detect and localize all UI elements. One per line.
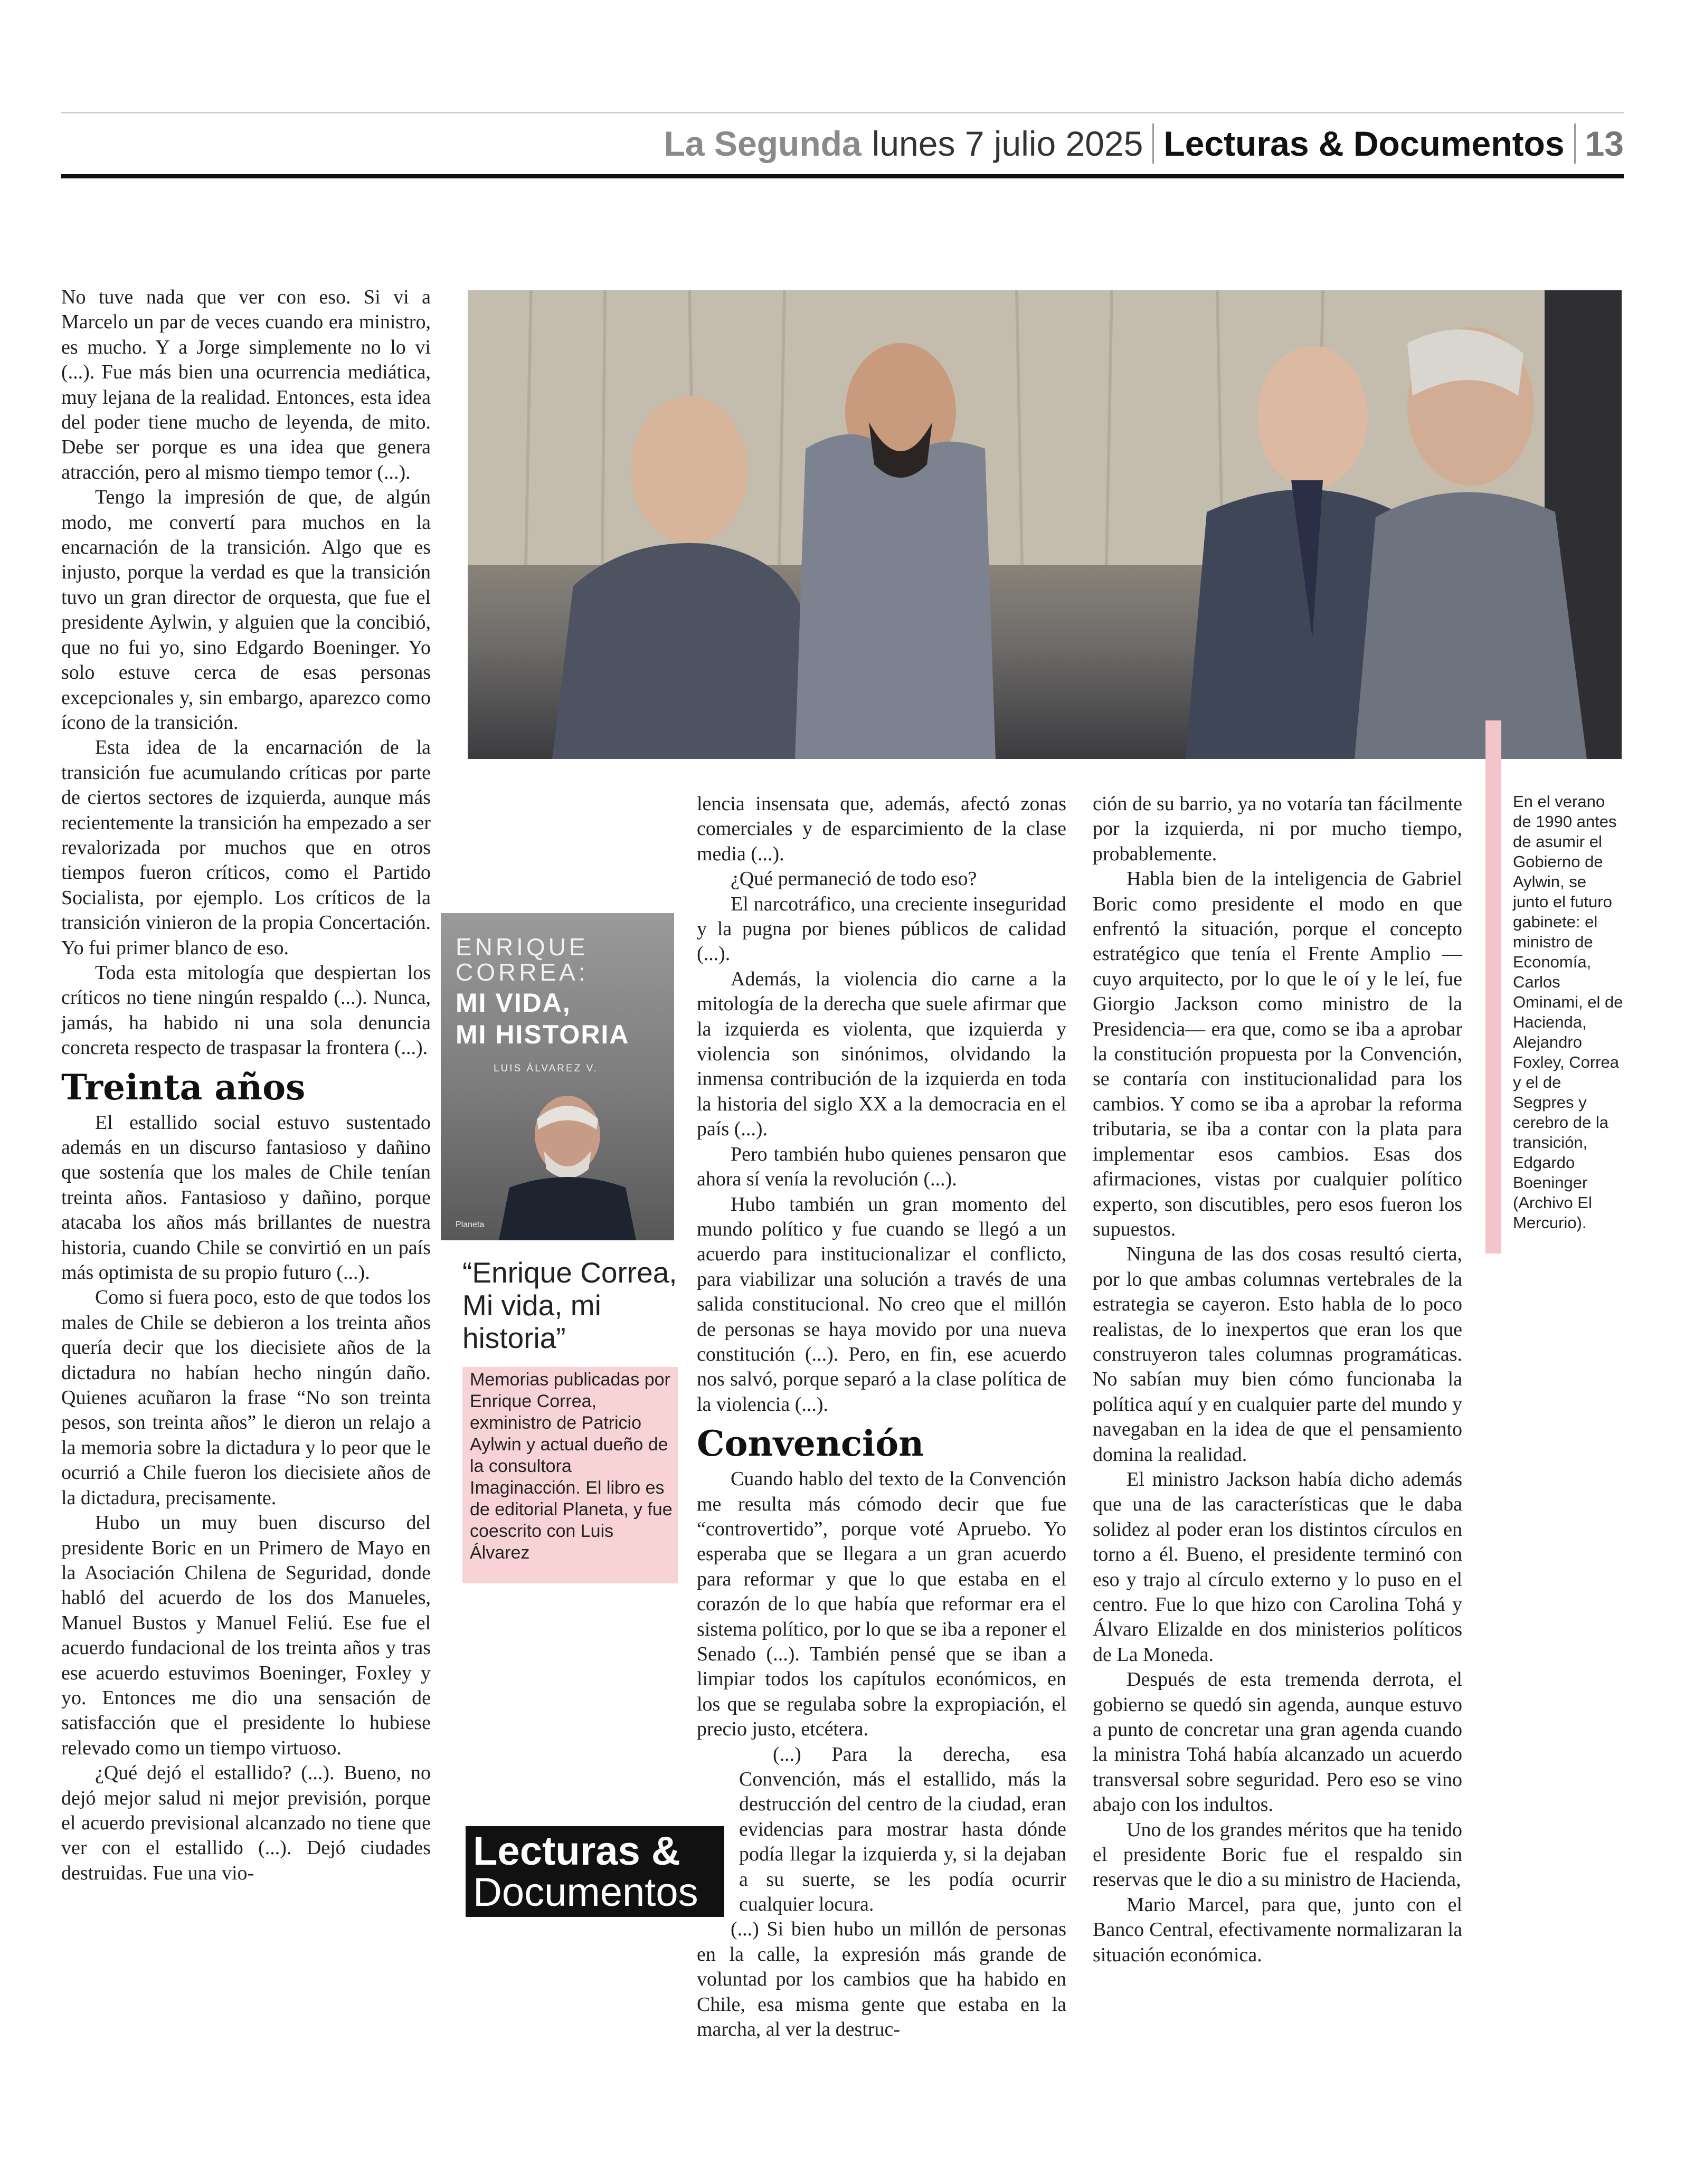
paragraph: Hubo un muy buen discurso del presidente Boric en un Primero de Mayo en la Asociación Chilena de Seguridad, donde habló del acuerdo de los dos Manueles, Manuel Bustos y Manuel Feliú. Ese fue el acuerdo fundacional de los treinta años y tras ese acuerdo estuvimos Boeninger, Foxley y yo. Entonces me dio una sensación de satisfacción que el presidente lo hubiese relevado como un tiempo virtuoso.	[61, 1512, 431, 1759]
section-heading: Treinta años	[61, 1066, 306, 1108]
paragraph: Después de esta tremenda derrota, el gobierno se quedó sin agenda, aunque estuvo a punto de concretar una gran agenda cuando la ministra Tohá había alcanzado un acuerdo transversal sobre seguridad. Pero eso se vino abajo con los indultos.	[1093, 1668, 1462, 1816]
paragraph: No tuve nada que ver con eso. Si vi a Marcelo un par de veces cuando era ministro, es mucho. Y a Jorge simplemente no lo vi (...). Fue más bien una ocurrencia mediática, muy lejana de la realidad. Entonces, esta idea del poder tiene mucho de leyenda, de mito. Debe ser porque es una idea que genera atracción, pero al mismo tiempo temor (...).	[61, 286, 431, 483]
masthead-bottom-rule	[61, 174, 1624, 178]
book-cover-publisher: Planeta	[456, 1220, 485, 1229]
paragraph: El estallido social estuvo sustentado además en un discurso fantasioso y dañino que sostenía que los males de Chile tenían treinta años. Fantasioso y dañino, porque atacaba los años más brillantes de nuestra historia, cuando Chile se convirtió en un país más optimista de su propio futuro (...).	[61, 1111, 431, 1284]
book-title: “Enrique Correa, Mi vida, mi historia”	[462, 1256, 677, 1354]
paper-name: La Segunda	[664, 124, 862, 163]
paragraph: (...) Para la derecha, esa Convención, más el estallido, más la destrucción del centro de la ciudad, eran evidencias para mostrar hasta dónde podía llegar la izquierda y, si la dejaban a su suerte, se les podía ocurrir cualquier locura.	[739, 1743, 1066, 1916]
section-logo	[466, 1826, 724, 1917]
paragraph: Esta idea de la encarnación de la transición fue acumulando críticas por parte de ciertos sectores de izquierda, aunque más recientemente la transición ha empezado a ser revalorizada por muchos que en otros tiempos fueron críticos, como el Partido Socialista, por ejemplo. Los críticos de la transición vinieron de la propia Concertación. Yo fui primer blanco de eso.	[61, 736, 431, 959]
paragraph: ¿Qué permaneció de todo eso?	[731, 868, 977, 890]
issue-date: lunes 7 julio 2025	[872, 124, 1143, 163]
paragraph: Toda esta mitología que despiertan los críticos no tiene ningún respaldo (...). Nunca, jamás, ha habido ni una sola denuncia concreta respecto de traspasar la frontera (...).	[61, 961, 431, 1059]
paragraph: Habla bien de la inteligencia de Gabriel Boric como presidente el modo en que enfrentó la situación, porque el concepto estratégico que tenía el Frente Amplio —cuyo arquitecto, por lo que le oí y le leí, fue Giorgio Jackson como ministro de la Presidencia— era que, como se iba a aprobar la constitución propuesta por la Convención, se contaría con institucionalidad para los cambios. Y como se iba a aprobar la reforma tributaria, se iba a contar con la plata para implementar esos cambios. Esas dos afirmaciones, vistas por cualquier político experto, son discutibles, pero esos fueron los supuestos.	[1093, 868, 1462, 1240]
section-heading: Convención	[697, 1423, 924, 1465]
section-logo-line: Documentos	[473, 1870, 698, 1915]
caption-accent-bar	[1485, 720, 1501, 1254]
paragraph: lencia insensata que, además, afectó zonas comerciales y de esparcimiento de la clase media (...).	[697, 793, 1066, 865]
book-cover-coauthor: LUIS ÁLVAREZ V.	[494, 1063, 598, 1074]
paragraph: Mario Marcel, para que, junto con el Banco Central, efectivamente normalizaran la situación económica.	[1093, 1893, 1462, 1966]
paragraph: Cuando hablo del texto de la Convención me resulta más cómodo decir que fue “controvertido”, porque voté Apruebo. Yo esperaba que se llegara a un gran acuerdo para reformar y que lo que estaba en el corazón de lo que había que reformar era el sistema político, por lo que se iba a reponer el Senado (...). También pensé que se iban a limpiar todos los capítulos económicos, en los que se regulaba sobre la expropiación, el precio justo, etcétera.	[697, 1468, 1066, 1741]
paragraph: Tengo la impresión de que, de algún modo, me convertí para muchos en la encarnación de la transición. Algo que es injusto, porque la verdad es que la transición tuvo un gran director de orquesta, que fue el presidente Aylwin, y alguien que la concibió, que no fui yo, sino Edgardo Boeninger. Yo solo estuve cerca de esas personas excepcionales y, sin embargo, aparezco como ícono de la transición.	[61, 486, 431, 734]
book-cover-author-name	[456, 934, 589, 985]
paragraph: Además, la violencia dio carne a la mitología de la derecha que suele afirmar que la izquierda es violenta, que izquierda y violencia son sinónimos, olvidando la inmensa contribución de la izquierda en toda la historia del siglo XX a la democracia en el país (...).	[697, 967, 1066, 1141]
paragraph: Hubo también un gran momento del mundo político y fue cuando se llegó a un acuerdo para institucionalizar el conflicto, para viabilizar una solución a través de una salida constitucional. No creo que el millón de personas se haya movido por una nueva constitución (...). Pero, en fin, ese acuerdo nos salvó, porque separó a la clase política de la violencia (...).	[697, 1193, 1066, 1416]
paragraph: (...) Si bien hubo un millón de personas en la calle, la expresión más grande de voluntad por los cambios que ha habido en Chile, esa misma gente que estaba en la marcha, al ver la destruc-	[697, 1918, 1066, 2041]
masthead-top-rule	[61, 112, 1624, 113]
article-column-2	[697, 792, 1066, 2043]
section-logo-line: Lecturas &	[473, 1829, 680, 1874]
photo-caption: En el verano de 1990 antes de asumir el Gobierno de Aylwin, se junto el futuro gabinete: el ministro de Economía, Carlos Ominami, el de Hacienda, Alejandro Foxley, Correa y el de Segpres y cerebro de la transición, Edgardo Boeninger (Archivo El Mercurio).	[1513, 792, 1623, 1232]
masthead	[581, 117, 1624, 170]
book-cover-title-line: MI HISTORIA	[456, 1020, 630, 1049]
book-cover-line: CORREA:	[456, 958, 589, 986]
masthead-divider	[1574, 124, 1576, 164]
page-number: 13	[1585, 124, 1624, 163]
paragraph: ¿Qué dejó el estallido? (...). Bueno, no dejó mejor salud ni mejor previsión, porque el acuerdo previsional alcanzado no tiene que ver con el estallido (...). Dejó ciudades destruidas. Fue una vio-	[61, 1762, 431, 1884]
paragraph: El ministro Jackson había dicho además que una de las características que le daba solidez al poder eran los distintos círculos en torno a él. Bueno, el presidente terminó con eso y trajo al círculo externo y lo puso en el centro. Fue lo que hizo con Carolina Tohá y Álvaro Elizalde en dos ministerios políticos de La Moneda.	[1093, 1468, 1462, 1666]
paragraph: El narcotráfico, una creciente inseguridad y la pugna por bienes públicos de calidad (...).	[697, 892, 1066, 965]
article-photo	[468, 290, 1622, 759]
cabinet-meeting-photo	[468, 290, 1622, 759]
book-cover	[441, 913, 674, 1240]
paragraph: Ninguna de las dos cosas resultó cierta, por lo que ambas columnas vertebrales de la estrategia se cayeron. Esto habla de lo poco realistas, de lo inexpertos que eran los que construyeron tales columnas programáticas. No sabían muy bien cómo funcionaba la política aquí y en cualquier parte del mundo y navegaban en la idea de que el pensamiento domina la realidad.	[1093, 1243, 1462, 1466]
article-column-3	[1093, 792, 1462, 1968]
article-column-1	[61, 285, 431, 1886]
section-name: Lecturas & Documentos	[1163, 124, 1565, 163]
paragraph: Pero también hubo quienes pensaron que ahora sí venía la revolución (...).	[697, 1143, 1066, 1191]
book-description: Memorias publicadas por Enrique Correa, exministro de Patricio Aylwin y actual dueño de la consultora Imaginacción. El libro es de editorial Planeta, y fue coescrito con Luis Álvarez	[470, 1370, 673, 1563]
paragraph: ción de su barrio, ya no votaría tan fácilmente por la izquierda, ni por mucho tiempo, probablemente.	[1093, 793, 1462, 865]
book-cover-line: ENRIQUE	[456, 933, 589, 961]
masthead-divider	[1152, 124, 1154, 164]
paragraph: Uno de los grandes méritos que ha tenido el presidente Boric fue el respaldo sin reservas que le dio a su ministro de Hacienda,	[1093, 1818, 1462, 1891]
paragraph: Como si fuera poco, esto de que todos los males de Chile se debieron a los treinta años quería decir que los diecisiete años de la dictadura no habían hecho ningún daño. Quienes acuñaron la frase “No son treinta pesos, son treinta años” le dieron un relajo a la memoria sobre la dictadura y lo peor que le ocurrió a Chile fueron los diecisiete años de la dictadura, precisamente.	[61, 1286, 431, 1509]
book-cover-title	[456, 987, 629, 1050]
book-cover-title-line: MI VIDA,	[456, 988, 571, 1018]
author-portrait	[488, 1082, 647, 1240]
